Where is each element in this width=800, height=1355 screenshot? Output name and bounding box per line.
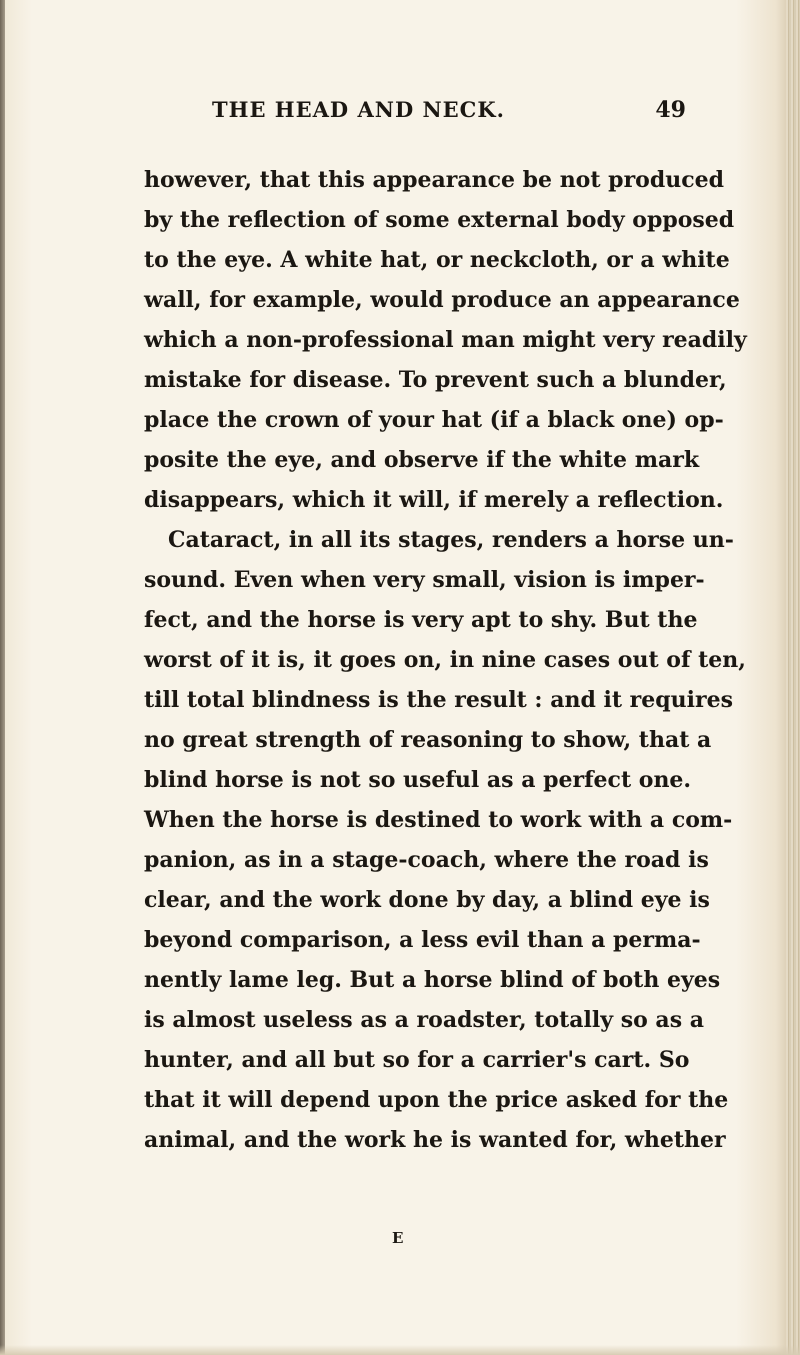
running-head-title: THE HEAD AND NECK. xyxy=(212,97,505,122)
text-line: disappears, which it will, if merely a reflection. xyxy=(144,487,724,513)
text-line: hunter, and all but so for a carrier's cart. So xyxy=(144,1047,690,1073)
text-line: to the eye. A white hat, or neckcloth, or a white xyxy=(144,247,730,273)
text-line: When the horse is destined to work with a com- xyxy=(144,807,733,833)
text-line: till total blindness is the result : and it requires xyxy=(144,687,733,713)
text-line: sound. Even when very small, vision is imper- xyxy=(144,567,705,593)
text-line: panion, as in a stage-coach, where the road is xyxy=(144,847,709,873)
running-head xyxy=(146,97,686,133)
text-line: mistake for disease. To prevent such a blunder, xyxy=(144,367,727,393)
page-edge-texture xyxy=(786,0,800,1355)
text-line: by the reflection of some external body opposed xyxy=(144,207,735,233)
text-line: animal, and the work he is wanted for, whether xyxy=(144,1127,726,1153)
text-line: no great strength of reasoning to show, that a xyxy=(144,727,712,753)
body-text xyxy=(144,160,747,1160)
text-line: is almost useless as a roadster, totally so as a xyxy=(144,1007,704,1033)
text-line: place the crown of your hat (if a black one) op- xyxy=(144,407,724,433)
page-number: 49 xyxy=(655,97,686,123)
text-line: beyond comparison, a less evil than a perma- xyxy=(144,927,701,953)
text-line: fect, and the horse is very apt to shy. But the xyxy=(144,607,698,633)
text-line: which a non-professional man might very readily xyxy=(144,327,747,353)
text-line: clear, and the work done by day, a blind eye is xyxy=(144,887,710,913)
text-line: wall, for example, would produce an appearance xyxy=(144,287,740,313)
text-line: that it will depend upon the price asked for the xyxy=(144,1087,729,1113)
text-line: nently lame leg. But a horse blind of both eyes xyxy=(144,967,721,993)
text-line: Cataract, in all its stages, renders a horse un- xyxy=(168,527,734,553)
text-line: posite the eye, and observe if the white mark xyxy=(144,447,700,473)
text-line: however, that this appearance be not produced xyxy=(144,167,724,193)
text-line: blind horse is not so useful as a perfect one. xyxy=(144,767,692,793)
signature-mark: E xyxy=(392,1229,405,1247)
text-line: worst of it is, it goes on, in nine cases out of ten, xyxy=(144,647,746,673)
page-gutter-shadow xyxy=(0,0,5,1355)
page-bottom-shadow xyxy=(0,1345,800,1355)
